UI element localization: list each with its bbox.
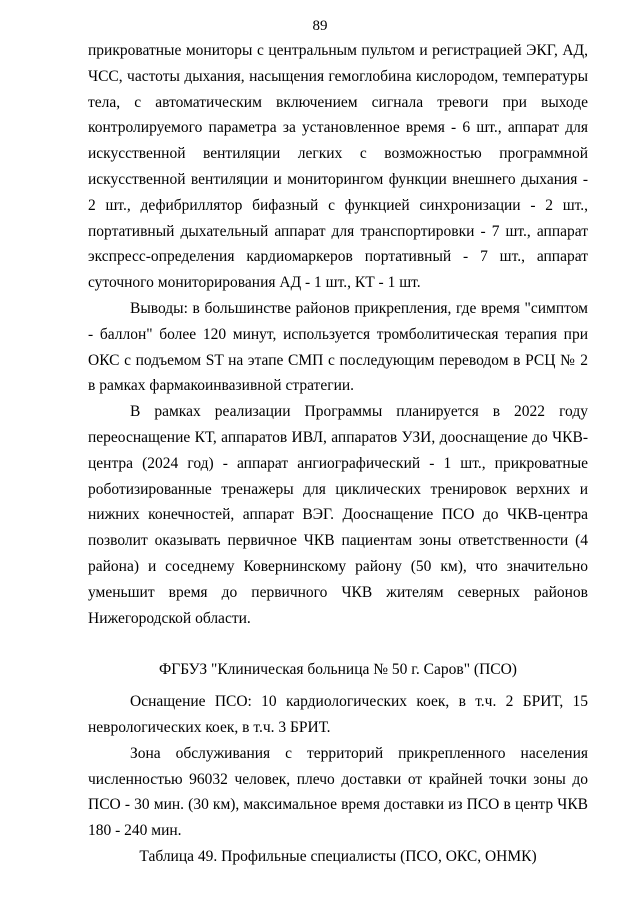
section-heading: ФГБУЗ "Клиническая больница № 50 г. Саров" (ПСО) <box>159 661 517 679</box>
table-caption: Таблица 49. Профильные специалисты (ПСО, ОКС, ОНМК) <box>139 847 537 865</box>
paragraph-pso-equipment: Оснащение ПСО: 10 кардиологических коек, в т.ч. 2 БРИТ, 15 неврологических коек, в т.ч. 3 БРИТ. <box>88 693 588 736</box>
paragraph-program-plans: В рамках реализации Программы планируется в 2022 году переоснащение КТ, аппаратов ИВЛ, аппаратов УЗИ, дооснащение до ЧКВ-центра (2024 год) - аппарат ангиографический - 1 шт., прикроватные роботизированные тренажеры для циклических тренировок верхних и нижних конечностей, аппарат ВЭГ. Дооснащение ПСО до ЧКВ-центра позволит оказывать первичное ЧКВ пациентам зоны ответственности (4 района) и соседнему Ковернинскому району (50 км), что значительно уменьшит время до первичного ЧКВ жителям северных районов Нижегородской области. <box>88 403 588 627</box>
paragraph-equipment-list: прикроватные мониторы с центральным пультом и регистрацией ЭКГ, АД, ЧСС, частоты дыхания, насыщения гемоглобина кислородом, температуры тела, с автоматическим включением сигнала тревоги при выходе контролируемого параметра за установленное время - 6 шт., аппарат для искусственной вентиляции легких с возможностью программной искусственной вентиляции и мониторингом функции внешнего дыхания - 2 шт., дефибриллятор бифазный с функцией синхронизации - 2 шт., портативный дыхательный аппарат для транспортировки - 7 шт., аппарат экспресс-определения кардиомаркеров портативный - 7 шт., аппарат суточного мониторирования АД - 1 шт., КТ - 1 шт. <box>88 42 588 292</box>
paragraph-service-zone: Зона обслуживания с территорий прикрепленного населения численностью 96032 человек, плечо доставки от крайней точки зоны до ПСО - 30 мин. (30 км), максимальное время доставки из ПСО в центр ЧКВ 180 - 240 мин. <box>88 744 588 840</box>
paragraph-conclusions: Выводы: в большинстве районов прикрепления, где время "симптом - баллон" более 120 минут, используется тромболитическая терапия при ОКС с подъемом ST на этапе СМП с последующим переводом в РСЦ № 2 в рамках фармакоинвазивной стратегии. <box>88 299 588 395</box>
document-body <box>88 38 588 870</box>
page-number: 89 <box>312 18 328 34</box>
